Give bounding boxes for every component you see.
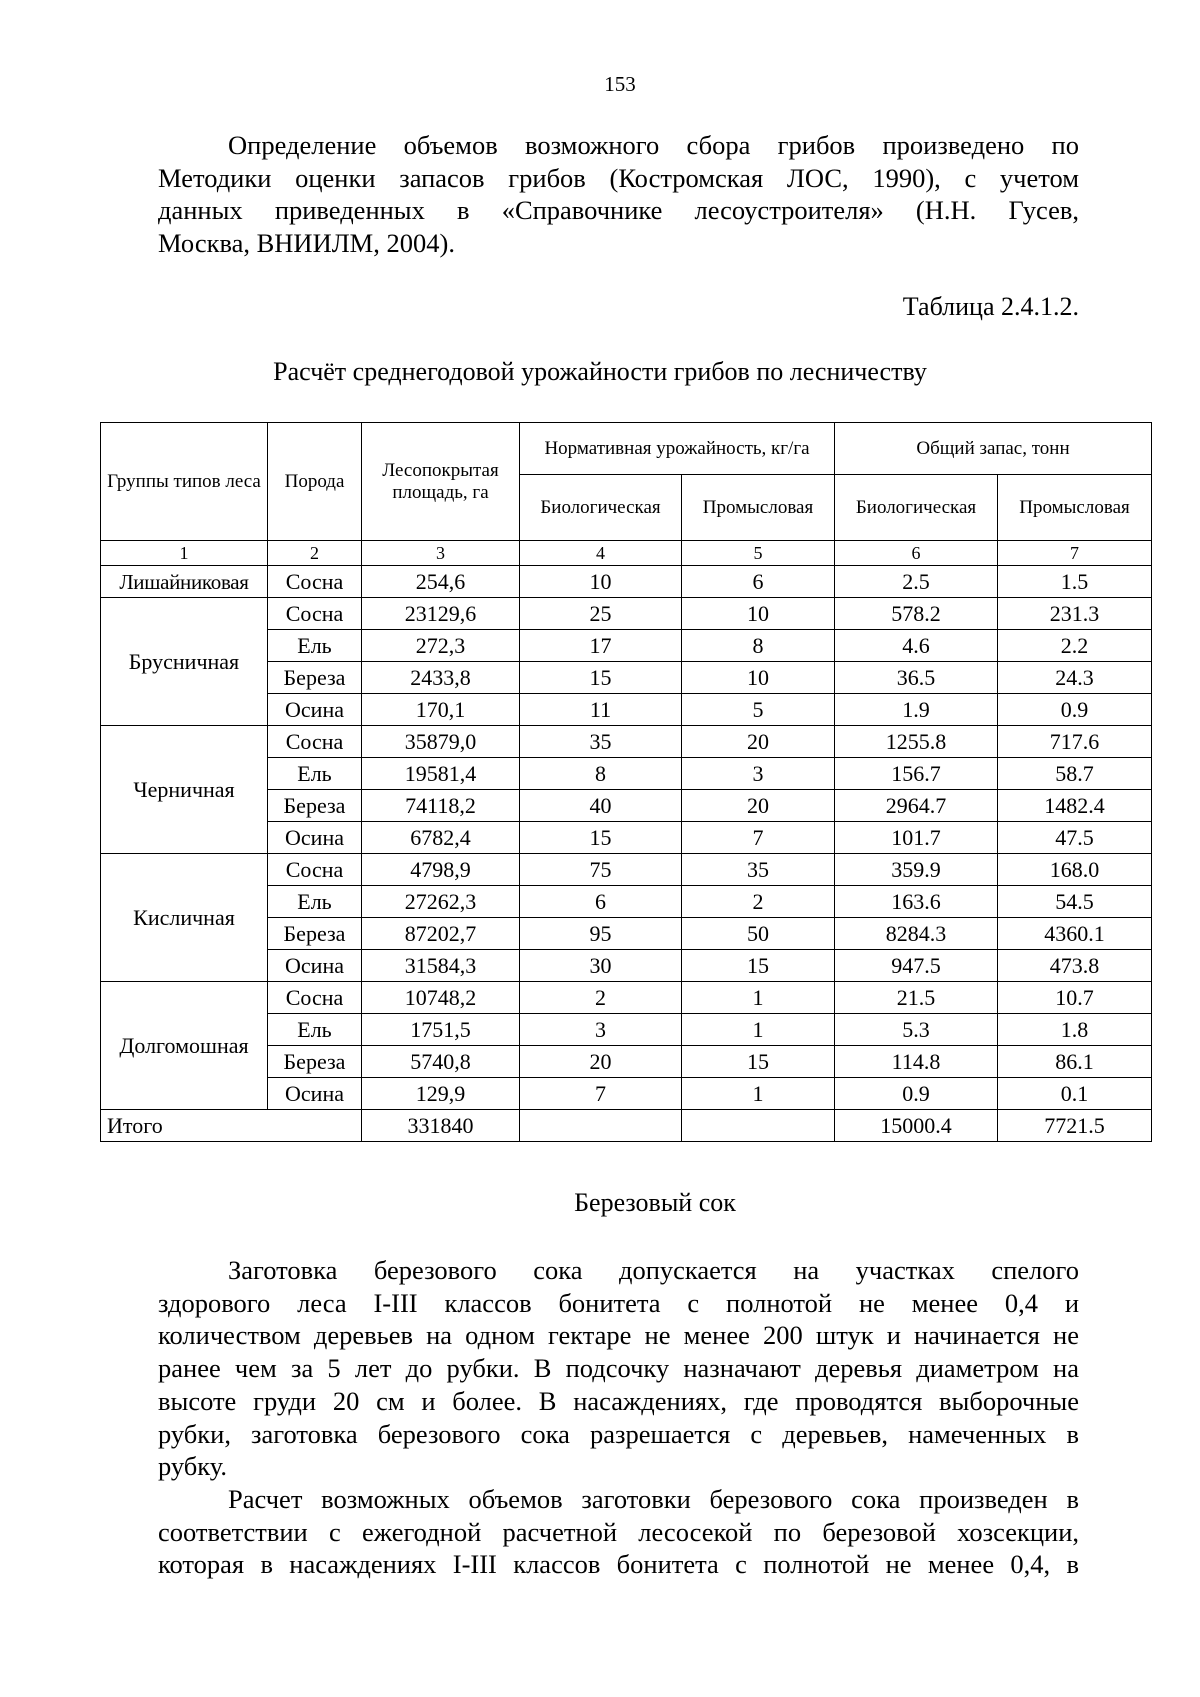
cell-total-comm: 4360.1 [998, 918, 1152, 950]
cell-total-bio: 1255.8 [835, 726, 998, 758]
cell-total-bio: 2964.7 [835, 790, 998, 822]
cell-area: 10748,2 [362, 982, 520, 1014]
cell-norm-bio: 20 [520, 1046, 682, 1078]
cell-total-bio: 163.6 [835, 886, 998, 918]
cell-norm-comm: 15 [682, 950, 835, 982]
cell-species: Осина [268, 950, 362, 982]
cell-norm-comm: 5 [682, 694, 835, 726]
cell-total-bio: 1.9 [835, 694, 998, 726]
cell-species: Ель [268, 1014, 362, 1046]
cell-species: Береза [268, 918, 362, 950]
header-group: Группы типов леса [101, 423, 268, 541]
column-number: 1 [101, 541, 268, 566]
cell-norm-comm: 35 [682, 854, 835, 886]
cell-species: Сосна [268, 598, 362, 630]
cell-total-comm: 717.6 [998, 726, 1152, 758]
text-line: Определение объемов возможного сбора грибов произведено по [228, 130, 1079, 160]
intro-paragraph [158, 129, 1079, 260]
cell-area: 1751,5 [362, 1014, 520, 1046]
empty-cell [682, 1110, 835, 1142]
cell-species: Осина [268, 822, 362, 854]
cell-total-comm: 1482.4 [998, 790, 1152, 822]
cell-total-bio: 5.3 [835, 1014, 998, 1046]
cell-area: 23129,6 [362, 598, 520, 630]
cell-species: Осина [268, 694, 362, 726]
cell-norm-bio: 30 [520, 950, 682, 982]
cell-norm-comm: 3 [682, 758, 835, 790]
cell-norm-comm: 1 [682, 982, 835, 1014]
cell-norm-bio: 17 [520, 630, 682, 662]
cell-norm-comm: 7 [682, 822, 835, 854]
cell-total-comm: 0.9 [998, 694, 1152, 726]
table-row [101, 854, 1152, 886]
cell-total-bio: 114.8 [835, 1046, 998, 1078]
cell-norm-bio: 7 [520, 1078, 682, 1110]
cell-total-bio: 8284.3 [835, 918, 998, 950]
cell-norm-bio: 25 [520, 598, 682, 630]
cell-total-bio: 36.5 [835, 662, 998, 694]
cell-norm-comm: 15 [682, 1046, 835, 1078]
cell-area: 254,6 [362, 566, 520, 598]
cell-norm-comm: 8 [682, 630, 835, 662]
text-line: Расчет возможных объемов заготовки березового сока произведен в [228, 1484, 1079, 1514]
header-species: Порода [268, 423, 362, 541]
cell-total-comm: 10.7 [998, 982, 1152, 1014]
text-line: ранее чем за 5 лет до рубки. В подсочку назначают деревья диаметром на [158, 1353, 1079, 1384]
cell-total-comm: 2.2 [998, 630, 1152, 662]
cell-species: Сосна [268, 726, 362, 758]
total-area: 331840 [362, 1110, 520, 1142]
cell-species: Береза [268, 790, 362, 822]
cell-norm-comm: 20 [682, 790, 835, 822]
cell-total-comm: 47.5 [998, 822, 1152, 854]
cell-norm-bio: 8 [520, 758, 682, 790]
forest-group: Долгомошная [101, 982, 268, 1110]
table-row [101, 982, 1152, 1014]
text-line: Заготовка березового сока допускается на участках спелого [228, 1255, 1079, 1285]
column-number: 7 [998, 541, 1152, 566]
cell-area: 5740,8 [362, 1046, 520, 1078]
cell-total-comm: 54.5 [998, 886, 1152, 918]
mushroom-yield-table [100, 422, 1152, 1142]
cell-norm-comm: 10 [682, 662, 835, 694]
cell-area: 74118,2 [362, 790, 520, 822]
cell-species: Осина [268, 1078, 362, 1110]
cell-area: 2433,8 [362, 662, 520, 694]
table-title: Расчёт среднегодовой урожайности грибов по лесничеству [273, 357, 927, 386]
cell-area: 4798,9 [362, 854, 520, 886]
total-bio: 15000.4 [835, 1110, 998, 1142]
cell-species: Сосна [268, 982, 362, 1014]
cell-norm-bio: 3 [520, 1014, 682, 1046]
table-number: Таблица 2.4.1.2. [902, 292, 1079, 321]
cell-total-comm: 58.7 [998, 758, 1152, 790]
cell-area: 19581,4 [362, 758, 520, 790]
cell-area: 272,3 [362, 630, 520, 662]
text-line: высоте груди 20 см и более. В насаждениях, где проводятся выборочные [158, 1385, 1079, 1416]
cell-norm-bio: 40 [520, 790, 682, 822]
cell-total-comm: 1.8 [998, 1014, 1152, 1046]
cell-norm-comm: 50 [682, 918, 835, 950]
column-number: 4 [520, 541, 682, 566]
column-number: 5 [682, 541, 835, 566]
cell-norm-bio: 15 [520, 662, 682, 694]
cell-total-bio: 947.5 [835, 950, 998, 982]
cell-total-bio: 4.6 [835, 630, 998, 662]
cell-total-comm: 473.8 [998, 950, 1152, 982]
cell-norm-comm: 1 [682, 1078, 835, 1110]
cell-norm-comm: 6 [682, 566, 835, 598]
column-number: 3 [362, 541, 520, 566]
header-norm-comm: Промысловая [682, 475, 835, 541]
text-line: количеством деревьев на одном гектаре не менее 200 штук и начинается не [158, 1320, 1079, 1351]
cell-total-bio: 101.7 [835, 822, 998, 854]
cell-area: 27262,3 [362, 886, 520, 918]
text-line: Москва, ВНИИЛМ, 2004). [158, 228, 455, 259]
cell-area: 170,1 [362, 694, 520, 726]
cell-norm-bio: 6 [520, 886, 682, 918]
table-row [101, 566, 1152, 598]
cell-species: Береза [268, 1046, 362, 1078]
cell-species: Береза [268, 662, 362, 694]
cell-norm-comm: 1 [682, 1014, 835, 1046]
text-line: рубки, заготовка березового сока разрешается с деревьев, намеченных в [158, 1418, 1079, 1449]
text-line: которая в насаждениях I-III классов бонитета с полнотой не менее 0,4, в [158, 1549, 1079, 1580]
cell-species: Ель [268, 630, 362, 662]
cell-norm-comm: 20 [682, 726, 835, 758]
cell-area: 35879,0 [362, 726, 520, 758]
total-comm: 7721.5 [998, 1110, 1152, 1142]
header-total-stock: Общий запас, тонн [835, 423, 1152, 475]
text-line: здорового леса I-III классов бонитета с полнотой не менее 0,4 и [158, 1287, 1079, 1318]
forest-group: Брусничная [101, 598, 268, 726]
header-norm-yield: Нормативная урожайность, кг/га [520, 423, 835, 475]
cell-species: Ель [268, 758, 362, 790]
header-norm-bio: Биологическая [520, 475, 682, 541]
cell-area: 31584,3 [362, 950, 520, 982]
column-number: 2 [268, 541, 362, 566]
cell-norm-bio: 11 [520, 694, 682, 726]
forest-group: Кисличная [101, 854, 268, 982]
text-line: соответствии с ежегодной расчетной лесосекой по березовой хозсекции, [158, 1516, 1079, 1547]
cell-species: Сосна [268, 854, 362, 886]
section-title: Березовый сок [574, 1188, 736, 1217]
header-total-comm: Промысловая [998, 475, 1152, 541]
cell-norm-bio: 35 [520, 726, 682, 758]
cell-norm-bio: 15 [520, 822, 682, 854]
text-line: данных приведенных в «Справочнике лесоустроителя» (Н.Н. Гусев, [158, 195, 1079, 226]
cell-total-comm: 86.1 [998, 1046, 1152, 1078]
cell-area: 6782,4 [362, 822, 520, 854]
cell-total-comm: 0.1 [998, 1078, 1152, 1110]
cell-total-bio: 156.7 [835, 758, 998, 790]
header-total-bio: Биологическая [835, 475, 998, 541]
cell-total-bio: 578.2 [835, 598, 998, 630]
cell-total-comm: 168.0 [998, 854, 1152, 886]
cell-total-bio: 21.5 [835, 982, 998, 1014]
page-number: 153 [604, 72, 636, 96]
cell-norm-bio: 75 [520, 854, 682, 886]
header-area: Лесопокрытая площадь, га [362, 423, 520, 541]
cell-norm-comm: 10 [682, 598, 835, 630]
cell-species: Ель [268, 886, 362, 918]
cell-total-comm: 231.3 [998, 598, 1152, 630]
text-line: рубку. [158, 1451, 228, 1482]
column-number-row [101, 541, 1152, 566]
forest-group: Лишайниковая [101, 566, 268, 598]
cell-total-comm: 1.5 [998, 566, 1152, 598]
cell-norm-bio: 10 [520, 566, 682, 598]
cell-area: 129,9 [362, 1078, 520, 1110]
total-label: Итого [101, 1110, 362, 1142]
cell-total-bio: 0.9 [835, 1078, 998, 1110]
empty-cell [520, 1110, 682, 1142]
cell-norm-bio: 2 [520, 982, 682, 1014]
table-row [101, 726, 1152, 758]
birch-sap-paragraph-1 [158, 1254, 1079, 1483]
cell-area: 87202,7 [362, 918, 520, 950]
table-row [101, 598, 1152, 630]
cell-norm-comm: 2 [682, 886, 835, 918]
cell-total-bio: 2.5 [835, 566, 998, 598]
cell-total-bio: 359.9 [835, 854, 998, 886]
cell-total-comm: 24.3 [998, 662, 1152, 694]
column-number: 6 [835, 541, 998, 566]
forest-group: Черничная [101, 726, 268, 854]
total-row [101, 1110, 1152, 1142]
cell-norm-bio: 95 [520, 918, 682, 950]
birch-sap-paragraph-2 [158, 1483, 1079, 1581]
cell-species: Сосна [268, 566, 362, 598]
text-line: Методики оценки запасов грибов (Костромская ЛОС, 1990), с учетом [158, 162, 1079, 193]
